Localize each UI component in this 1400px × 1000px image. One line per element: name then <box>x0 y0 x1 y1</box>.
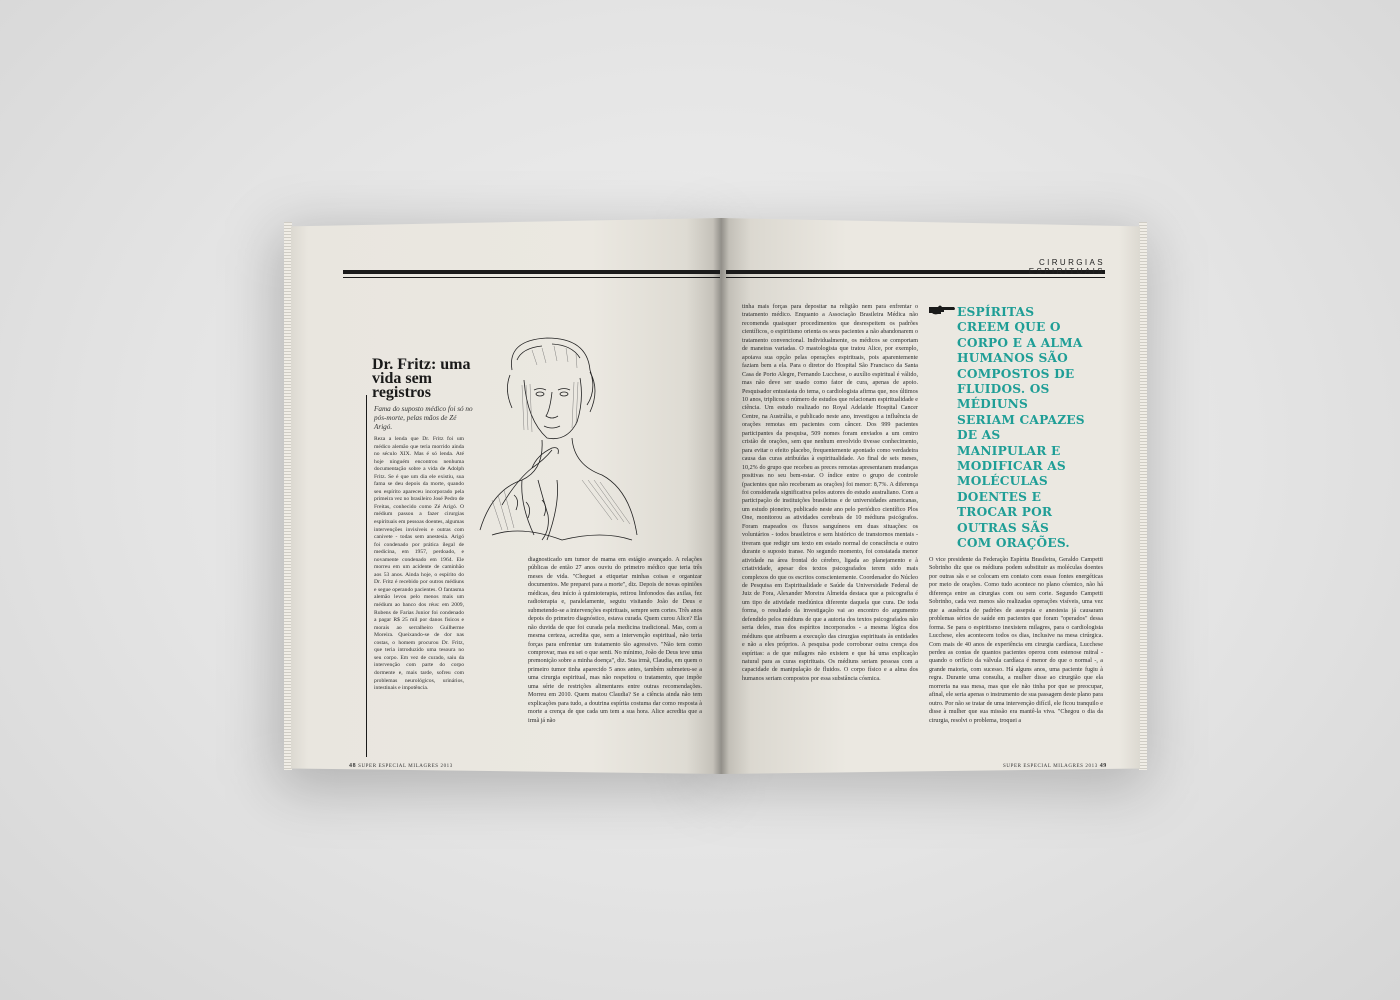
folio-left-label: SUPER ESPECIAL MILAGRES 2013 <box>358 764 453 769</box>
right-page-column-1: tinha mais forças para depositar na religião nem para enfrentar o tratamento médico. Enquanto a Associação Brasileira Médica não recomenda quaisquer procedimentos que desrespeitem os padrões científicos, o espiritismo orienta os seus pacientes a não abandonarem o tratamento convencional. Individualmente, os médicos se comportam de maneiras variadas. O mastologista que tratou Alice, por exemplo, apoiava sua opção pelas operações espirituais, pois aparentemente faziam bem a ela. Para o diretor do Hospital São Francisco da Santa Casa de Porto Alegre, Fernando Lucchese, o auxílio espiritual é válido, mas não deve ser usado como fator de cura, apenas de apoio. Pesquisador entusiasta do tema, o cardiologista afirma que, nos últimos 10 anos, triplicou o número de estudos que relacionam espiritualidade e ciência. Um estudo realizado no Royal Adelaide Hospital Cancer Centre, na Austrália, e publicado neste ano, investigou a influência de orações remotas em pacientes com câncer. Dos 999 pacientes participantes da pesquisa, 509 nomes foram enviados a um centro cristão de orações, sem que nenhum envolvido tivesse conhecimento, para evitar o efeito placebo, frequentemente apontado como verdadeira causa das curas atribuídas à espiritualidade. Ao final de seis meses, 10,2% do grupo que recebeu as preces remotas apresentaram mudanças positivas no seu bem-estar. O índice entre o grupo de controle (pacientes que não receberam as orações) foi menor: 8,7%. A diferença foi considerada significativa pelos autores do estudo australiano. Com a participação de instituições brasileiras e de universidades americanas, um estudo pioneiro, publicado neste ano pelo periódico científico Plos One, monitorou as atividades cerebrais de 10 médiuns psicógrafos. Foram mapeados os fluxos sanguíneos em duas situações: os voluntários - todos brasileiros e sem histórico de transtornos mentais - tiveram que redigir um texto em estado normal de consciência e outro durante o suposto transe. No segundo momento, foi constatada menor atividade na área frontal do cérebro, ligada ao planejamento e à criatividade, apesar dos textos psicografados terem sido mais complexos do que os escritos conscientemente. Coordenador do Núcleo de Pesquisa em Espiritualidade e Saúde da Universidade Federal de Juiz de Fora, Alexander Moreira Almeida destaca que a psicografia é um tipo de atividade mediúnica diferente daquela que cura. De toda forma, o resultado da investigação vai ao encontro do argumento defendido pelos médiuns de que a autoria dos textos psicografados não seria deles, mas dos espíritos incorporados - a mesma lógica dos médiuns que atribuem a execução das cirurgias espirituais às entidades e não a eles próprios. A pesquisa pode corroborar outra crença dos espíritas: a de que milagres não existem e que há uma explicação natural para as curas espirituais. Os médiuns seriam pessoas com a capacidade de manipulação de fluidos. O corpo físico e a alma dos humanos seriam compostos por essa substância cósmica. <box>742 304 918 682</box>
sidebar-divider <box>366 395 367 757</box>
header-rule-left <box>343 270 720 274</box>
right-page-column-2: O vice presidente da Federação Espírita Brasileira, Geraldo Campetti Sobrinho diz que os médiuns podem substituir as moléculas doentes por outras sãs e se colocam em contato com essas fontes energéticas por meio de orações. Como tudo acontece no plano cósmico, não há diferença entre as cirurgias com ou sem corte. Segundo Campetti Sobrinho, cada vez menos são realizadas operações visíveis, uma vez que a ausência de padrões de assepsia e anestesia já causaram problemas sérios de saúde em pacientes que foram "operados" dessa forma. Se para o espiritismo inexistem milagres, para o cardiologista Lucchese, eles acontecem todos os dias, inclusive na mesa cirúrgica. Com mais de 40 anos de experiência em cirurgia cardíaca, Lucchese perdeu as contas de quantos pacientes operou com estenose mitral - quando o orifício da válvula cardíaca é menor do que o normal -, a grande maioria, com sucesso. Há alguns anos, uma paciente fugiu à regra. Durante uma consulta, a mulher disse ao cirurgião que ela morreria na sua mesa, mas que ele não tinha por que se preocupar, afinal, ele seria apenas o instrumento de sua passagem deste plano para outro. Por não se tratar de uma intervenção difícil, ele ficou tranquilo e disse à mulher que sua missão era mantê-la viva. "Chegou o dia da cirurgia, resolvi o problema, troquei a <box>929 557 1103 724</box>
pointing-hand-icon <box>928 303 956 317</box>
page-stack-edge-left <box>284 222 292 770</box>
folio-right <box>1003 763 1107 769</box>
sidebar-headline: Dr. Fritz: uma vida sem registros <box>372 356 471 401</box>
header-rule-right-thin <box>726 277 1105 278</box>
page-stack-edge-right <box>1139 222 1147 770</box>
folio-right-label: SUPER ESPECIAL MILAGRES 2013 <box>1003 764 1098 769</box>
pull-quote: ESPÍRITAS CREEM QUE O CORPO E A ALMA HUMANOS SÃO COMPOSTOS DE FLUIDOS. OS MÉDIUNS SERIAM CAPAZES DE AS MANIPULAR E MODIFICAR AS MOLÉCULAS DOENTES E TROCAR POR OUTRAS SÃS COM ORAÇÕES. <box>957 305 1085 551</box>
header-rule-left-thin <box>343 277 720 278</box>
left-page-column: diagnosticado um tumor de mama em estágio avançado. A relações públicas de então 27 anos ouviu do primeiro médico que teria três meses de vida. "Cheguei a etiquetar minhas coisas e organizar documentos. Me preparei para a morte", diz. Depois de novas opiniões médicas, deu início à quimioterapia, retirou linfonodos das axilas, fez radioterapia e, paralelamente, seguiu visitando João de Deus e submetendo-se a intervenções espirituais, sempre sem cortes. Três anos depois do primeiro diagnóstico, estava curada. Quem curou Alice? Ela não duvida de que foi curada pela medicina tradicional. Mas, com a mesma certeza, acredita que, sem a intervenção espiritual, não teria forças para enfrentar um tratamento tão agressivo. "Não tem como comprovar, mas eu sei o que senti. No mínimo, João de Deus teve uma premonição sobre a minha doença", diz. Sua irmã, Claudia, em quem o primeiro tumor tinha aparecido 5 anos antes, também submeteu-se a uma cirurgia espiritual, mas não respeitou o tratamento, que impõe uma série de restrições alimentares entre outras recomendações. Morreu em 2010. Quem matou Claudia? Se a ciência ainda não tem explicações para tudo, a doutrina espírita costuma dar como resposta à morte a crença de que cada um tem a sua hora. Alice acredita que a irmã já não <box>528 557 702 724</box>
magazine-spine <box>713 218 729 774</box>
folio-left-number: 48 <box>349 763 357 769</box>
folio-right-number: 49 <box>1099 763 1107 769</box>
folio-left <box>349 763 453 769</box>
engraved-portrait-illustration <box>462 330 642 560</box>
sidebar-body: Reza a lenda que Dr. Fritz foi um médico alemão que teria morrido ainda no século XIX. Mas é só lenda. Até hoje ninguém encontrou nenhuma documentação sobre a vida de Adolph Fritz. Se é que um dia ele existiu, sua fama se deu depois da morte, quando seu espírito apareceu incorporado pela primeira vez no brasileiro José Pedro de Freitas, conhecido como Zé Arigó. O médium passou a fazer cirurgias espirituais em pessoas doentes, algumas intervenções invisíveis e outras com canivete - todas sem anestesia. Arigó foi condenado por prática ilegal de medicina, em 1957, perdoado, e novamente condenado em 1964. Ele morreu em um acidente de caminhão aos 53 anos. Ainda hoje, o espírito do Dr. Fritz é recebido por outros médiuns e segue operando pacientes. O fantasma alemão levou pelo menos mais um médium ao banco dos réus: em 2009, Rubens de Farias Junior foi condenado a pagar R$ 25 mil por danos físicos e morais ao serralheiro Guilherme Moreira. Queixando-se de dor nas costas, o homem procurou Dr. Fritz, que teria introduzido uma tesoura no seu corpo. Em vez de curado, saiu da intervenção com parte do corpo dormente e, mais tarde, sofreu com problemas neurológicos, urinários, intestinais e impotência. <box>374 436 464 692</box>
sidebar-deck: Fama do suposto médico foi só no pós-morte, pelas mãos de Zé Arigó. <box>374 405 473 431</box>
section-tag: CIRURGIAS ESPIRITUAIS <box>1028 258 1105 276</box>
